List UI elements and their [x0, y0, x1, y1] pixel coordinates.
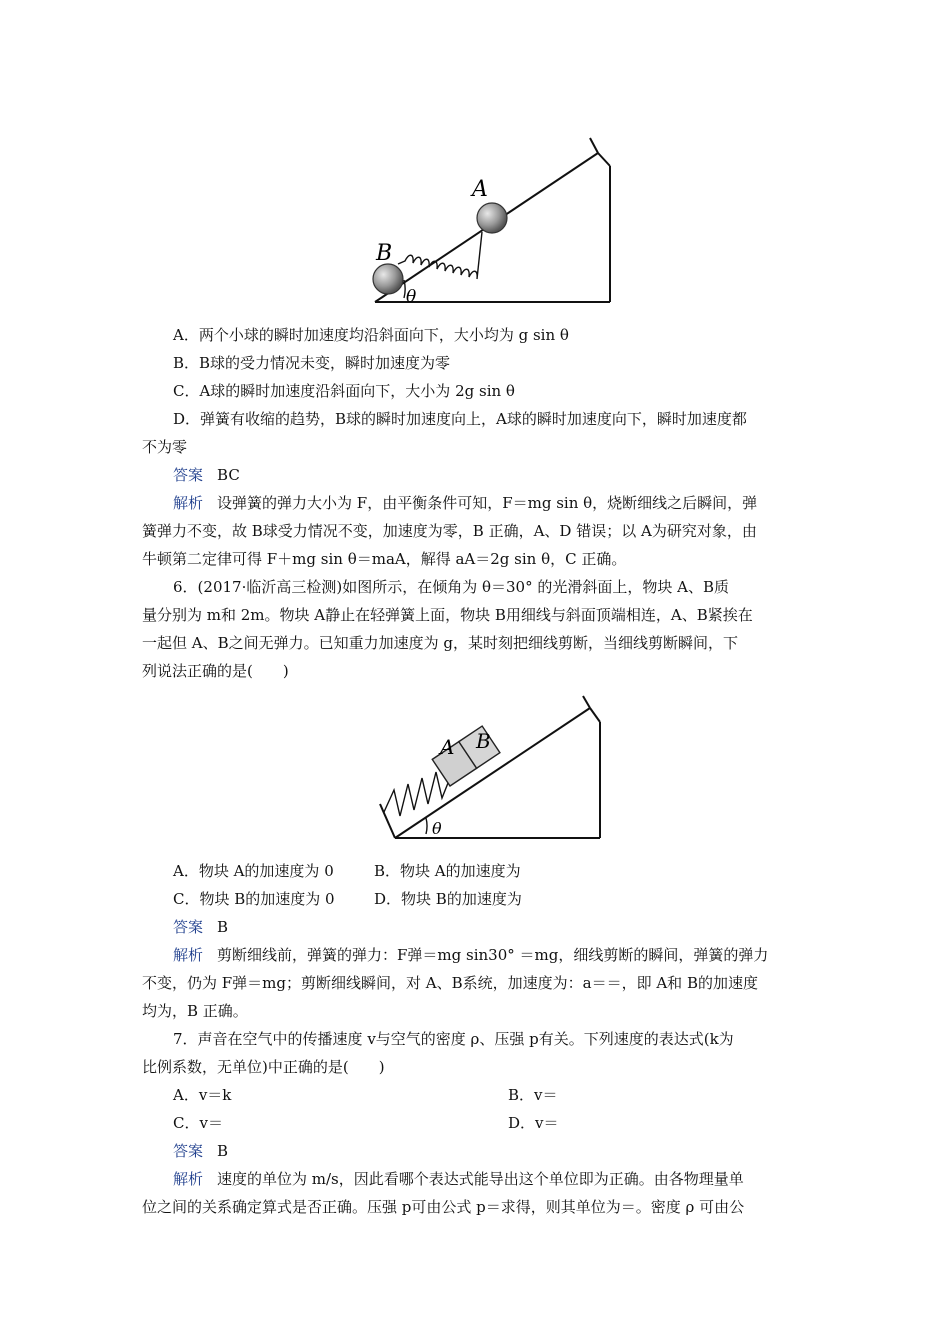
angle-label: θ: [406, 287, 417, 307]
answer-label: 答案: [173, 466, 204, 484]
q5-option-d: D．弹簧有收缩的趋势，B球的瞬时加速度向上，A球的瞬时加速度向下，瞬时加速度都: [173, 410, 747, 428]
label-a: A: [440, 735, 455, 759]
q7-explanation-2: 位之间的关系确定算式是否正确。压强 p可由公式 p＝求得，则其单位为＝。密度 ρ 可由公: [142, 1198, 745, 1216]
spring: [384, 772, 450, 816]
q6-explanation-1: 解析 剪断细线前，弹簧的弹力：F弹＝mg sin30° ＝mg，细线剪断的瞬间，弹簧的弹力: [173, 946, 769, 964]
q5-option-b: B．B球的受力情况未变，瞬时加速度为零: [173, 354, 451, 372]
ball-b: [373, 264, 403, 294]
label-a: A: [472, 177, 488, 202]
q5-explanation-2: 簧弹力不变，故 B球受力情况不变，加速度为零，B 正确，A、D 错误；以 A为研究对象，由: [142, 522, 757, 540]
q5-explanation-1: 解析 设弹簧的弹力大小为 F，由平衡条件可知，F＝mg sin θ，烧断细线之后瞬间，弹: [173, 494, 758, 512]
q6-option-d: D．物块 B的加速度为: [374, 890, 522, 908]
angle-label: θ: [432, 819, 442, 838]
q6-option-c: C．物块 B的加速度为 0: [173, 890, 335, 908]
q6-explanation-3: 均为，B 正确。: [142, 1002, 248, 1020]
q6-stem-2: 量分别为 m和 2m。物块 A静止在轻弹簧上面，物块 B用细线与斜面顶端相连，A、B紧挨在: [142, 606, 753, 624]
q5-answer: [173, 464, 240, 486]
q5-option-d-cont: 不为零: [142, 438, 188, 456]
q7-stem-1: 7．声音在空气中的传播速度 v与空气的密度 ρ、压强 p有关。下列速度的表达式(k为: [173, 1030, 734, 1048]
q6-option-b: B．物块 A的加速度为: [374, 862, 521, 880]
q7-stem-2: 比例系数，无单位)中正确的是( ): [142, 1058, 385, 1076]
label-b: B: [476, 729, 491, 753]
q6-stem-1: 6．(2017·临沂高三检测)如图所示，在倾角为 θ＝30° 的光滑斜面上，物块 A、B质: [173, 578, 729, 596]
ball-a: [477, 203, 507, 233]
q7-explanation-1: 解析 速度的单位为 m/s，因此看哪个表达式能导出这个单位即为正确。由各物理量单: [173, 1170, 744, 1188]
q6-explanation-2: 不变，仍为 F弹＝mg；剪断细线瞬间，对 A、B系统，加速度为：a＝＝，即 A和 B的加速度: [142, 974, 758, 992]
q7-option-b: B．v＝: [508, 1086, 558, 1104]
figure-incline-blocks: [370, 692, 620, 852]
q7-option-d: D．v＝: [508, 1114, 559, 1132]
q6-stem-3: 一起但 A、B之间无弹力。已知重力加速度为 g，某时刻把细线剪断，当细线剪断瞬间，下: [142, 634, 738, 652]
q5-option-c: C．A球的瞬时加速度沿斜面向下，大小为 2g sin θ: [173, 382, 515, 400]
q6-answer: [173, 916, 228, 938]
answer-value: BC: [217, 466, 240, 484]
q7-option-c: C．v＝: [173, 1114, 223, 1132]
q5-option-a: A．两个小球的瞬时加速度均沿斜面向下，大小均为 g sin θ: [173, 326, 569, 344]
answer-label: 答案: [173, 1142, 204, 1160]
q6-option-a: A．物块 A的加速度为 0: [173, 862, 334, 880]
explanation-label: 解析: [173, 946, 204, 964]
q5-explanation-3: 牛顿第二定律可得 F＋mg sin θ＝maA，解得 aA＝2g sin θ，C 正确。: [142, 550, 627, 568]
q7-option-a: A．v＝k: [173, 1086, 232, 1104]
q7-answer: [173, 1140, 228, 1162]
answer-value: B: [217, 1142, 229, 1160]
figure-incline-balls: [360, 128, 630, 318]
explanation-label: 解析: [173, 494, 204, 512]
explanation-label: 解析: [173, 1170, 204, 1188]
q6-stem-4: 列说法正确的是( ): [142, 662, 289, 680]
label-b: B: [376, 241, 393, 266]
answer-label: 答案: [173, 918, 204, 936]
answer-value: B: [217, 918, 229, 936]
